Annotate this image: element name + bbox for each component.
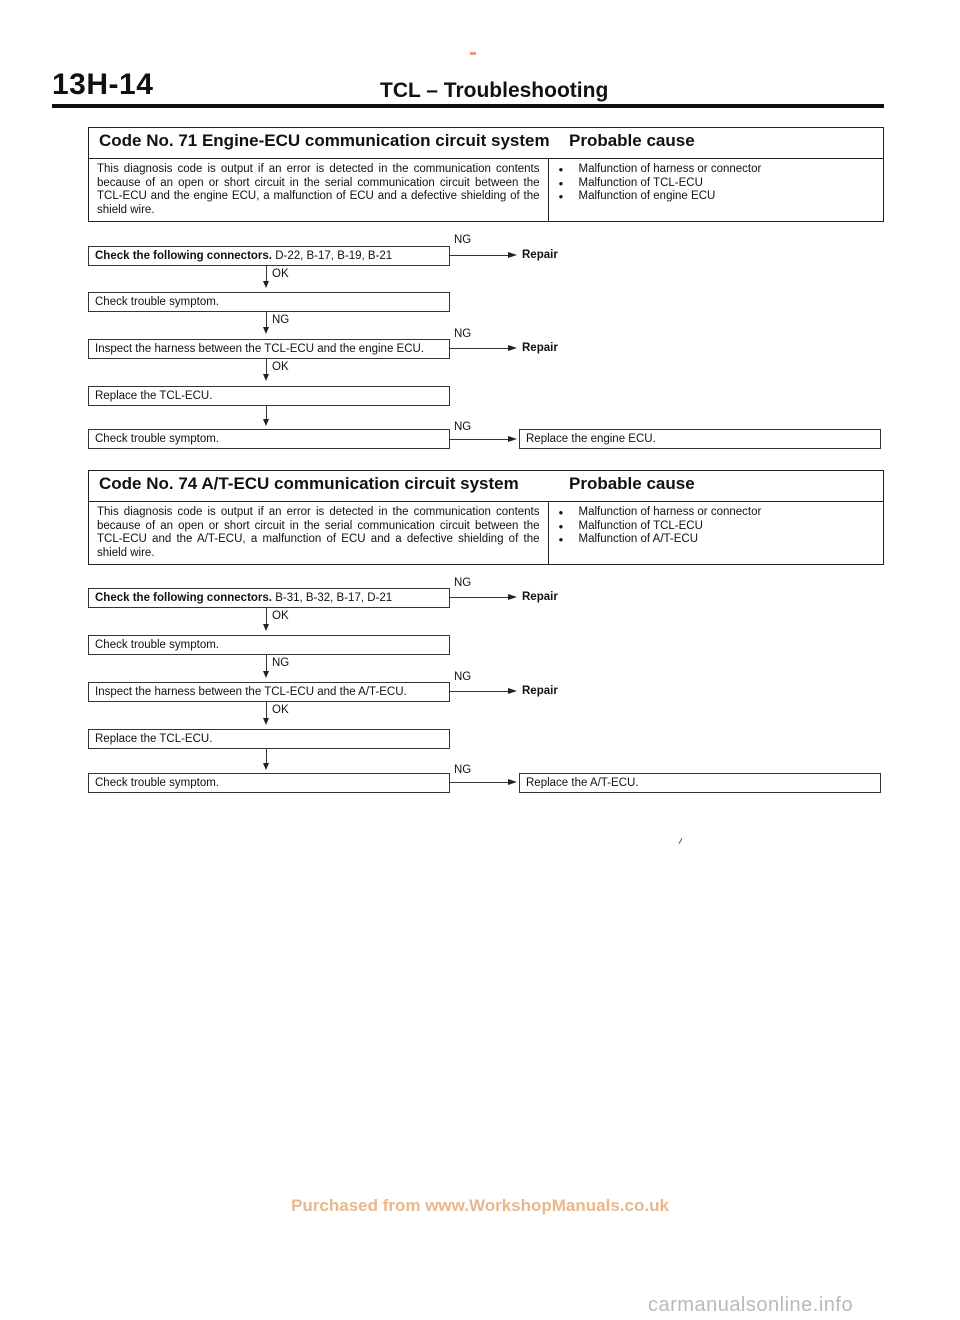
flow74-arrow-down: [263, 671, 269, 678]
flow71-connector: [266, 266, 267, 282]
flow71-ng-label: NG: [454, 234, 472, 246]
code-71-title: Code No. 71 Engine-ECU communication circuit system: [99, 131, 550, 150]
flow74-connector: [266, 608, 267, 625]
flow74-repair-label: Repair: [522, 591, 558, 603]
flow74-arrow-line: [450, 691, 508, 692]
flow71-final-replace-engine-ecu: Replace the engine ECU.: [519, 429, 881, 449]
footer-purchase-notice: Purchased from www.WorkshopManuals.co.uk: [291, 1196, 669, 1215]
flow74-ng-label: NG: [272, 657, 290, 669]
flow74-ng-label: NG: [454, 764, 472, 776]
flow74-arrow-head: [508, 779, 517, 785]
code-71-cause-item: ● Malfunction of TCL-ECU: [559, 177, 876, 191]
flow74-step-check-symptom: Check trouble symptom.: [88, 635, 450, 655]
code-71-cause-item: ● Malfunction of engine ECU: [559, 190, 876, 204]
flow74-ok-label: OK: [272, 704, 289, 716]
flow71-repair-label: Repair: [522, 249, 558, 261]
flow74-arrow-down: [263, 718, 269, 725]
code-71-cause-title: Probable cause: [569, 131, 695, 150]
flow71-ng-label: NG: [454, 421, 472, 433]
code-74-cause-item: ● Malfunction of TCL-ECU: [559, 520, 876, 534]
flow71-ng-label: NG: [454, 328, 472, 340]
flow74-step1-bold: Check the following connectors.: [95, 592, 272, 604]
code-71-description: This diagnosis code is output if an error is detected in the communication contents because of an open or short circuit in the serial communication circuit between the TCL-ECU and the engine ECU, a malfunction of ECU and a defective shielding of the shield wire.: [89, 159, 549, 221]
flow74-step-check-connectors: [88, 588, 450, 608]
scan-speck: [679, 838, 683, 844]
flow74-ng-label: NG: [454, 671, 472, 683]
code-74-cause-item: ● Malfunction of A/T-ECU: [559, 533, 876, 547]
flow71-step-inspect-harness: Inspect the harness between the TCL-ECU and the engine ECU.: [88, 339, 450, 359]
flow74-step-inspect-harness: Inspect the harness between the TCL-ECU and the A/T-ECU.: [88, 682, 450, 702]
flow74-arrow-head: [508, 594, 517, 600]
flow71-arrow-down: [263, 419, 269, 426]
flow74-ng-label: NG: [454, 577, 472, 589]
flow71-connector: [266, 312, 267, 328]
flow71-step-check-connectors: [88, 246, 450, 266]
flow71-arrow-down: [263, 327, 269, 334]
flow71-ng-label: NG: [272, 314, 290, 326]
flow71-arrow-line: [450, 439, 508, 440]
header-mark: [470, 52, 476, 55]
flow71-arrow-down: [263, 374, 269, 381]
flow74-connector: [266, 702, 267, 719]
flow71-step-check-symptom: Check trouble symptom.: [88, 292, 450, 312]
flow71-arrow-head: [508, 252, 517, 258]
watermark: carmanualsonline.info: [648, 1294, 854, 1316]
flow74-arrow-head: [508, 688, 517, 694]
flow71-step-check-symptom-final: Check trouble symptom.: [88, 429, 450, 449]
page-code: 13H-14: [52, 68, 154, 101]
flow74-step1-connectors: B-31, B-32, B-17, D-21: [272, 592, 393, 604]
flow74-repair-label: Repair: [522, 685, 558, 697]
code-74-table: [88, 470, 884, 565]
flow71-ok-label: OK: [272, 361, 289, 373]
code-71-cause-item: ● Malfunction of harness or connector: [559, 163, 876, 177]
flow71-arrow-line: [450, 348, 508, 349]
code-74-cause-item: ● Malfunction of harness or connector: [559, 506, 876, 520]
flow74-connector: [266, 749, 267, 764]
flow71-arrow-down: [263, 281, 269, 288]
code-74-cause-title: Probable cause: [569, 474, 695, 493]
flow71-arrow-line: [450, 255, 508, 256]
flow71-repair-label: Repair: [522, 342, 558, 354]
flow74-final-replace-at-ecu: Replace the A/T-ECU.: [519, 773, 881, 793]
flow74-connector: [266, 655, 267, 672]
flow71-arrow-head: [508, 436, 517, 442]
flow71-step-replace-tcl: Replace the TCL-ECU.: [88, 386, 450, 406]
flow71-connector: [266, 406, 267, 420]
flow74-step-replace-tcl: Replace the TCL-ECU.: [88, 729, 450, 749]
flow74-ok-label: OK: [272, 610, 289, 622]
page-title: TCL – Troubleshooting: [380, 79, 609, 102]
code-74-title: Code No. 74 A/T-ECU communication circuit system: [99, 474, 519, 493]
flow71-ok-label: OK: [272, 268, 289, 280]
flow71-step1-bold: Check the following connectors.: [95, 250, 272, 262]
code-71-table: [88, 127, 884, 222]
code-74-description: This diagnosis code is output if an error is detected in the communication contents because of an open or short circuit in the serial communication circuit between the TCL-ECU and the A/T-ECU, a malfunction of ECU and a defective shielding of the shield wire.: [89, 502, 549, 564]
flow74-arrow-line: [450, 597, 508, 598]
header-rule: [52, 104, 884, 108]
flow74-arrow-line: [450, 782, 508, 783]
flow71-arrow-head: [508, 345, 517, 351]
flow74-arrow-down: [263, 624, 269, 631]
flow71-connector: [266, 359, 267, 375]
flow74-step-check-symptom-final: Check trouble symptom.: [88, 773, 450, 793]
flow74-arrow-down: [263, 763, 269, 770]
flow71-step1-connectors: D-22, B-17, B-19, B-21: [272, 250, 393, 262]
